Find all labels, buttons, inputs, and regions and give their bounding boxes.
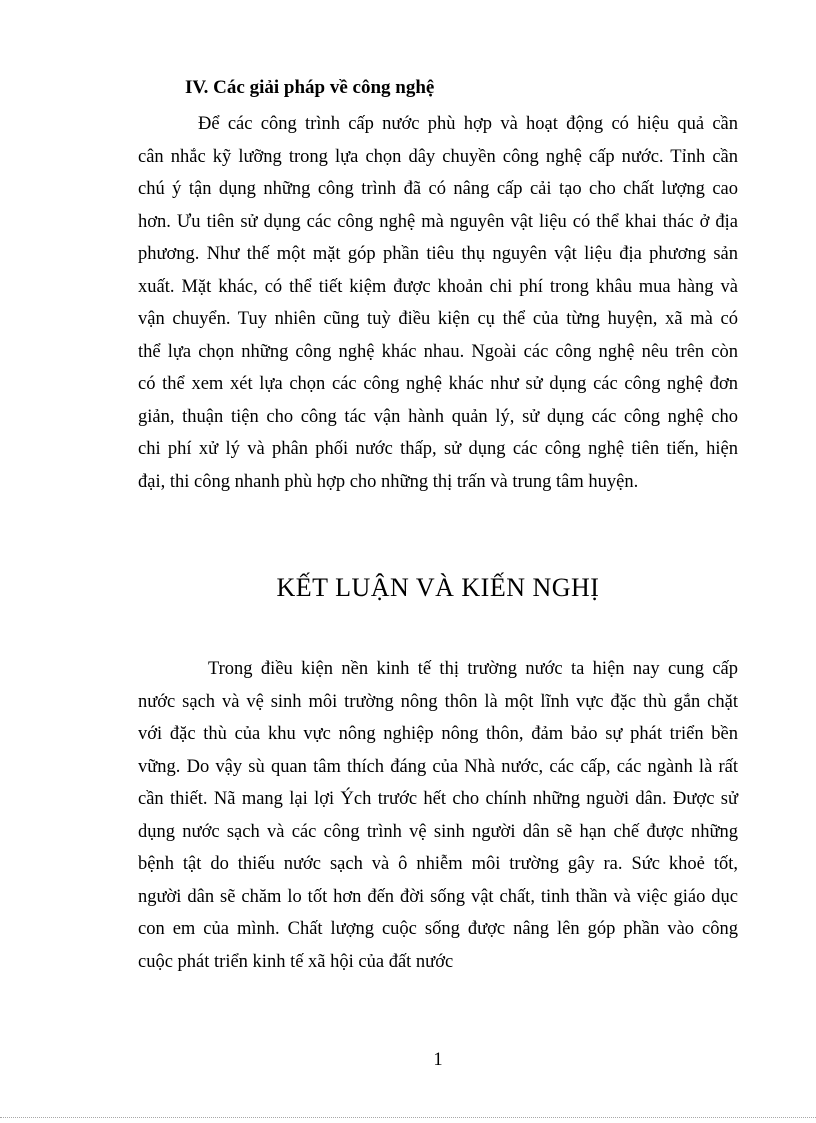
text-line: Để các công trình cấp nước phù hợp và hoạt động có hiệu quả cần xyxy=(198,114,738,134)
text-line: cần thiết. Nã mang lại lợi Ých trước hết cho chính những nguời dân. Được sử xyxy=(138,789,738,810)
text-line: con em của mình. Chất lượng cuộc sống được nâng lên góp phần vào công xyxy=(138,919,738,940)
text-line: đại, thi công nhanh phù hợp cho những thị trấn và trung tâm huyện. xyxy=(138,472,639,493)
text-line: thể lựa chọn những công nghệ khác nhau. Ngoài các công nghệ nêu trên còn xyxy=(138,341,738,362)
text-line: chú ý tận dụng những công trình đã có nâng cấp cải tạo cho chất lượng cao xyxy=(138,179,738,200)
text-line: chi phí xử lý và phân phối nước thấp, sử dụng các công nghệ tiên tiến, hiện xyxy=(138,439,738,460)
text-line: vận chuyển. Tuy nhiên cũng tuỳ điều kiện cụ thể của từng huyện, xã mà có xyxy=(138,309,738,330)
text-line: với đặc thù của khu vực nông nghiệp nông thôn, đảm bảo sự phát triển bền xyxy=(138,724,738,745)
text-line: nước sạch và vệ sinh môi trường nông thôn là một lĩnh vực đặc thù gắn chặt xyxy=(138,691,738,712)
page-number: 1 xyxy=(433,1050,443,1070)
text-line: giản, thuận tiện cho công tác vận hành quản lý, sử dụng các công nghệ cho xyxy=(138,406,738,427)
text-line: có thể xem xét lựa chọn các công nghệ khác như sử dụng các công nghệ đơn xyxy=(138,374,738,395)
text-line: cân nhắc kỹ lưỡng trong lựa chọn dây chuyền công nghệ cấp nước. Tỉnh cần xyxy=(138,146,738,167)
text-line: Trong điều kiện nền kinh tế thị trường nước ta hiện nay cung cấp xyxy=(208,659,738,679)
chapter-heading: KẾT LUẬN VÀ KIẾN NGHỊ xyxy=(276,573,600,602)
text-line: hơn. Ưu tiên sử dụng các công nghệ mà nguyên vật liệu có thể khai thác ở địa xyxy=(138,211,738,232)
paragraph-conclusion xyxy=(138,653,738,978)
text-line: vững. Do vậy sù quan tâm thích đáng của Nhà nước, các cấp, các ngành là rất xyxy=(138,756,738,777)
page-bottom-dotted-rule xyxy=(0,1117,816,1118)
text-line: người dân sẽ chăm lo tốt hơn đến đời sống vật chất, tinh thần và việc giáo dục xyxy=(138,886,738,907)
text-line: bệnh tật do thiếu nước sạch và ô nhiễm môi trường gây ra. Sức khoẻ tốt, xyxy=(138,854,738,875)
paragraph-technology-solutions xyxy=(138,108,738,499)
text-line: phương. Như thế một mặt góp phần tiêu thụ nguyên vật liệu địa phương sản xyxy=(138,244,738,265)
text-line: cuộc phát triển kinh tế xã hội của đất nước xyxy=(138,951,454,972)
text-line: xuất. Mặt khác, có thể tiết kiệm được khoản chi phí trong khâu mua hàng và xyxy=(138,276,738,297)
text-line: dụng nước sạch và các công trình vệ sinh người dân sẽ hạn chế được những xyxy=(138,821,738,842)
section-heading: IV. Các giải pháp về công nghệ xyxy=(185,77,435,98)
